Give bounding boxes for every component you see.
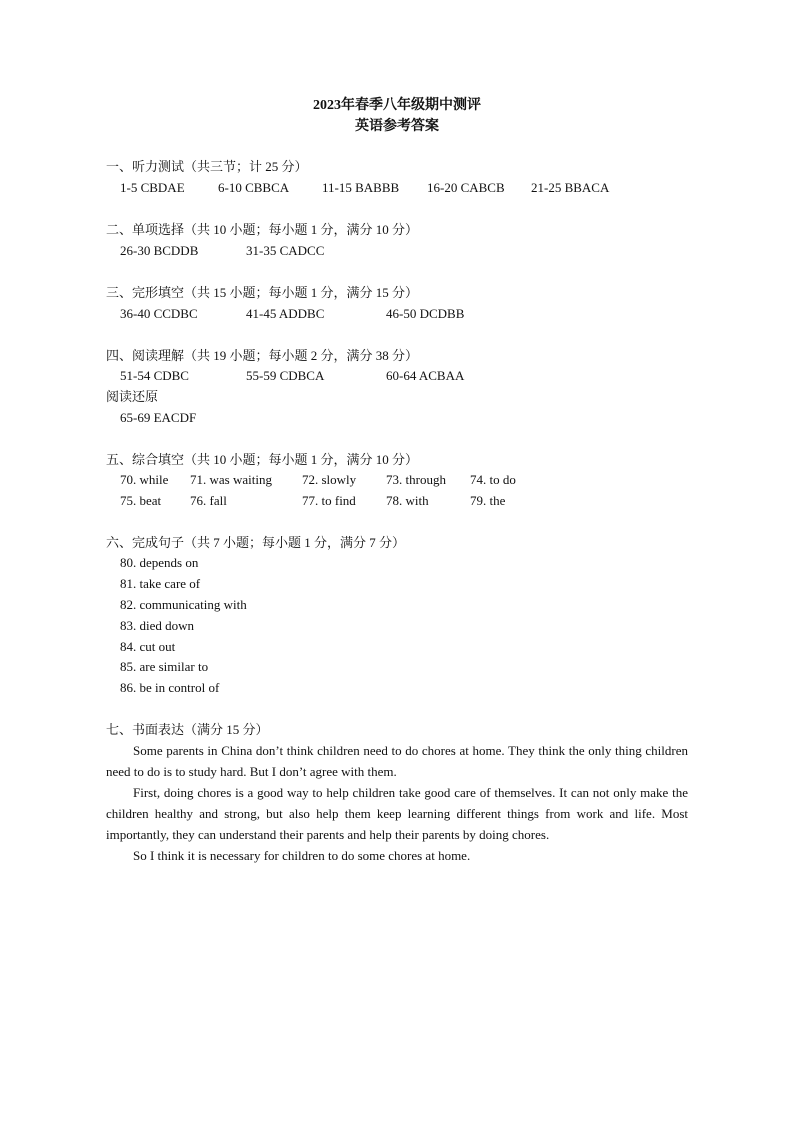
sentence-answer: 84. cut out xyxy=(120,639,176,654)
essay-paragraph: First, doing chores is a good way to help children take good care of themselves. It can not only make the children healthy and strong, but also help them keep learning different things from work and life. Most importantly, they can understand their parents and help their parents by doing chores. xyxy=(106,785,688,842)
fill-answer: 74. to do xyxy=(470,472,516,487)
sentence-answer: 81. take care of xyxy=(120,576,201,591)
answer-group: 11-15 BABBB xyxy=(322,180,400,195)
sentence-answer: 83. died down xyxy=(120,618,195,633)
answer-group: 36-40 CCDBC xyxy=(120,306,198,321)
section-7-heading: 七、书面表达（满分 15 分） xyxy=(106,722,269,737)
answer-group: 6-10 CBBCA xyxy=(218,180,290,195)
section-2-heading: 二、单项选择（共 10 小题；每小题 1 分，满分 10 分） xyxy=(106,222,419,237)
essay-paragraph: So I think it is necessary for children to do some chores at home. xyxy=(133,848,471,863)
section-4-subheading: 阅读还原 xyxy=(106,389,159,404)
answer-group: 65-69 EACDF xyxy=(120,410,197,425)
essay-paragraph: Some parents in China don’t think children need to do chores at home. They think the only thing children need to do is to study hard. But I don’t agree with them. xyxy=(106,743,688,779)
section-1-heading: 一、听力测试（共三节；计 25 分） xyxy=(106,159,308,174)
sentence-answer: 82. communicating with xyxy=(120,597,247,612)
section-4-heading: 四、阅读理解（共 19 小题；每小题 2 分，满分 38 分） xyxy=(106,348,419,363)
fill-answer: 79. the xyxy=(470,493,506,508)
document-subtitle: 英语参考答案 xyxy=(355,119,439,134)
answer-group: 41-45 ADDBC xyxy=(246,306,325,321)
answer-group: 26-30 BCDDB xyxy=(120,243,199,258)
answer-group: 21-25 BBACA xyxy=(531,180,610,195)
sentence-answer: 80. depends on xyxy=(120,555,199,570)
fill-answer: 72. slowly xyxy=(302,472,357,487)
fill-answer: 75. beat xyxy=(120,493,162,508)
section-5-heading: 五、综合填空（共 10 小题；每小题 1 分，满分 10 分） xyxy=(106,452,419,467)
fill-answer: 76. fall xyxy=(190,493,227,508)
fill-answer: 77. to find xyxy=(302,493,356,508)
section-3-heading: 三、完形填空（共 15 小题；每小题 1 分，满分 15 分） xyxy=(106,285,419,300)
answer-group: 51-54 CDBC xyxy=(120,368,189,383)
sentence-answer: 86. be in control of xyxy=(120,680,220,695)
section-6-heading: 六、完成句子（共 7 小题；每小题 1 分，满分 7 分） xyxy=(106,535,406,550)
answer-group: 60-64 ACBAA xyxy=(386,368,465,383)
fill-answer: 71. was waiting xyxy=(190,472,272,487)
sentence-answer: 85. are similar to xyxy=(120,659,209,674)
fill-answer: 70. while xyxy=(120,472,169,487)
answer-group: 46-50 DCDBB xyxy=(386,306,465,321)
answer-group: 55-59 CDBCA xyxy=(246,368,325,383)
answer-group: 16-20 CABCB xyxy=(427,180,505,195)
document-title: 2023年春季八年级期中测评 xyxy=(313,98,481,113)
fill-answer: 78. with xyxy=(386,493,429,508)
answer-group: 1-5 CBDAE xyxy=(120,180,185,195)
fill-answer: 73. through xyxy=(386,472,446,487)
answer-group: 31-35 CADCC xyxy=(246,243,325,258)
sample-essay xyxy=(106,740,688,866)
